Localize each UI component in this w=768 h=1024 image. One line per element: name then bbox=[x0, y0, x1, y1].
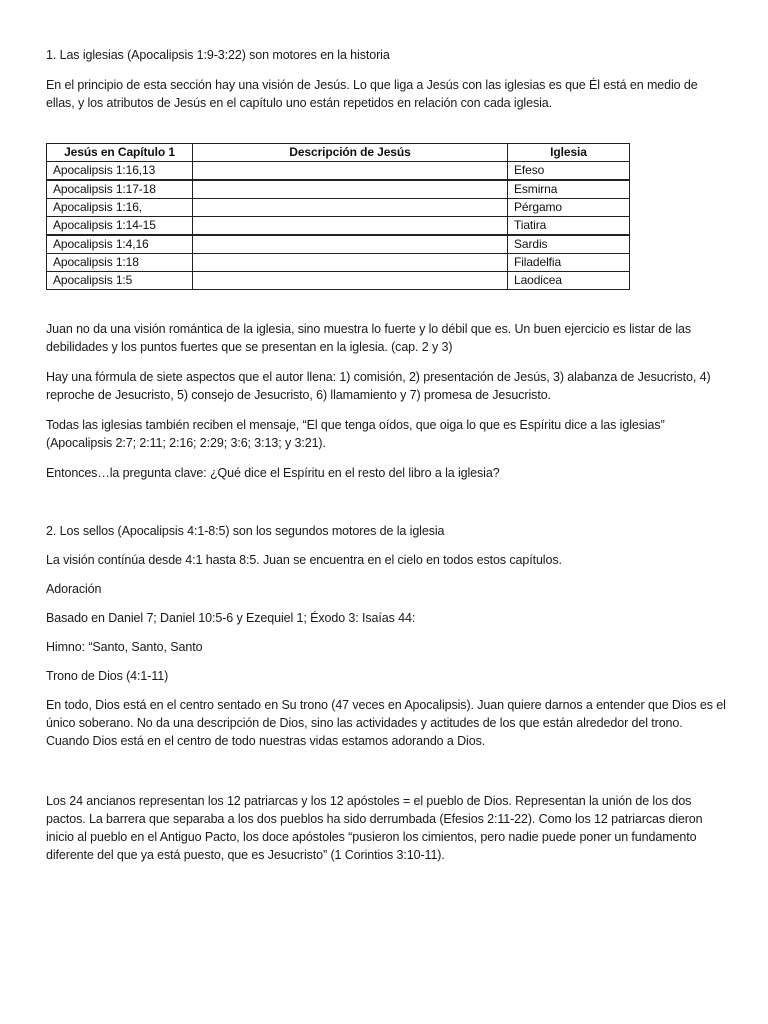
table-cell-church: Tiatira bbox=[508, 217, 630, 236]
table-cell-church: Efeso bbox=[508, 162, 630, 181]
table-cell-church: Esmirna bbox=[508, 180, 630, 199]
section-2-paragraph-4: Himno: “Santo, Santo, Santo bbox=[46, 640, 203, 654]
table-cell-church: Sardis bbox=[508, 235, 630, 254]
table-cell-description bbox=[193, 199, 508, 217]
section-1-intro: En el principio de esta sección hay una visión de Jesús. Lo que liga a Jesús con las iglesias es que Él está en medio de ellas, y los atributos de Jesús en el capítulo uno están repetidos en relación con cada iglesia. bbox=[46, 78, 698, 110]
section-2-paragraph-7: Los 24 ancianos representan los 12 patriarcas y los 12 apóstoles = el pueblo de Dios. Representan la unión de los dos pactos. La barrera que separaba a los dos pueblos ha sido derrumbada (Efesios 2:11-22). Como los 12 patriarcas dieron inicio al pueblo en el Antiguo Pacto, los doce apóstoles “pusieron los cimientos, pero nadie puede poner un fundamento diferente del que ya está puesto, que es Jesucristo” (1 Corintios 3:10-11). bbox=[46, 794, 703, 862]
section-2-paragraph-2: Adoración bbox=[46, 582, 102, 596]
section-1-paragraph-4: Entonces…la pregunta clave: ¿Qué dice el Espíritu en el resto del libro a la iglesia? bbox=[46, 466, 500, 480]
section-2-paragraph-1: La visión contínúa desde 4:1 hasta 8:5. Juan se encuentra en el cielo en todos estos capítulos. bbox=[46, 553, 562, 567]
table-cell-description bbox=[193, 162, 508, 181]
table-header-church: Iglesia bbox=[508, 144, 630, 162]
table-header-row bbox=[47, 144, 630, 162]
table-row bbox=[47, 162, 630, 181]
table-cell-reference: Apocalipsis 1:14-15 bbox=[47, 217, 193, 236]
table-cell-church: Filadelfia bbox=[508, 254, 630, 272]
section-1-paragraph-3: Todas las iglesias también reciben el mensaje, “El que tenga oídos, que oiga lo que es Espíritu dice a las iglesias” (Apocalipsis 2:7; 2:11; 2:16; 2:29; 3:6; 3:13; y 3:21). bbox=[46, 418, 665, 450]
section-1-paragraph-2: Hay una fórmula de siete aspectos que el autor llena: 1) comisión, 2) presentación de Jesús, 3) alabanza de Jesucristo, 4) reproche de Jesucristo, 5) consejo de Jesucristo, 6) llamamiento y 7) promesa de Jesucristo. bbox=[46, 370, 711, 402]
section-2-paragraph-5: Trono de Dios (4:1-11) bbox=[46, 669, 169, 683]
table-cell-description bbox=[193, 254, 508, 272]
table-cell-description bbox=[193, 217, 508, 236]
table-cell-reference: Apocalipsis 1:16,13 bbox=[47, 162, 193, 181]
table-cell-description bbox=[193, 235, 508, 254]
table-row bbox=[47, 199, 630, 217]
table-cell-reference: Apocalipsis 1:17-18 bbox=[47, 180, 193, 199]
table-cell-description bbox=[193, 272, 508, 290]
section-1-paragraph-1: Juan no da una visión romántica de la iglesia, sino muestra lo fuerte y lo débil que es. Un buen ejercicio es listar de las debilidades y los puntos fuertes que se presentan en la iglesia. (cap. 2 y 3) bbox=[46, 322, 692, 354]
jesus-churches-table bbox=[46, 143, 630, 290]
table-header-description: Descripción de Jesús bbox=[193, 144, 508, 162]
table-row bbox=[47, 254, 630, 272]
table-cell-reference: Apocalipsis 1:5 bbox=[47, 272, 193, 290]
section-2-heading: 2. Los sellos (Apocalipsis 4:1-8:5) son los segundos motores de la iglesia bbox=[46, 524, 445, 538]
table-header-reference: Jesús en Capítulo 1 bbox=[47, 144, 193, 162]
table-cell-church: Laodicea bbox=[508, 272, 630, 290]
table-row bbox=[47, 235, 630, 254]
section-1-heading: 1. Las iglesias (Apocalipsis 1:9-3:22) son motores en la historia bbox=[46, 48, 390, 62]
table-cell-reference: Apocalipsis 1:4,16 bbox=[47, 235, 193, 254]
table-row bbox=[47, 180, 630, 199]
table-row bbox=[47, 272, 630, 290]
table-cell-reference: Apocalipsis 1:18 bbox=[47, 254, 193, 272]
table-row bbox=[47, 217, 630, 236]
section-2-paragraph-3: Basado en Daniel 7; Daniel 10:5-6 y Ezequiel 1; Éxodo 3: Isaías 44: bbox=[46, 611, 416, 625]
table-cell-description bbox=[193, 180, 508, 199]
table-cell-church: Pérgamo bbox=[508, 199, 630, 217]
section-2-paragraph-6: En todo, Dios está en el centro sentado en Su trono (47 veces en Apocalipsis). Juan quiere darnos a entender que Dios es el único soberano. No da una descripción de Dios, sino las actividades y actitudes de los que están alrededor del trono. Cuando Dios está en el centro de todo nuestras vidas estamos adorando a Dios. bbox=[46, 698, 726, 748]
table-cell-reference: Apocalipsis 1:16, bbox=[47, 199, 193, 217]
